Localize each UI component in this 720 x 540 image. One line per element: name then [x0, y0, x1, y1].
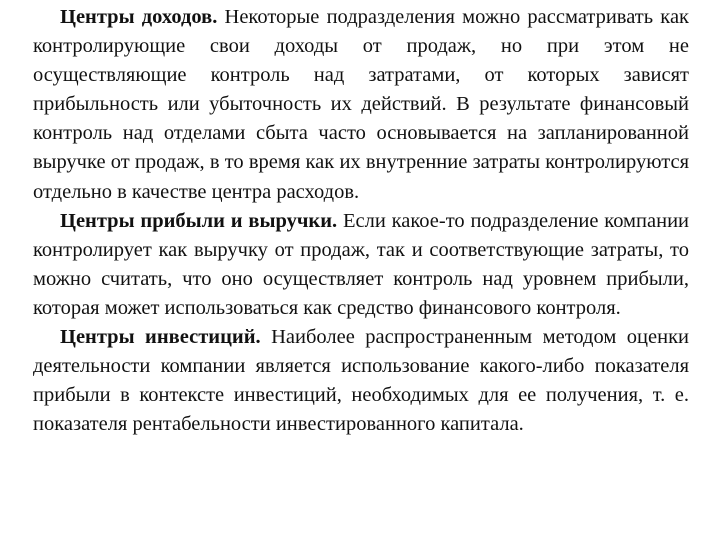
- paragraph-text: Некоторые подразделения можно рассматривать как контролирующие свои доходы от продаж, но при этом не осуществляющие контроль над затратами, от которых зависят прибыльность или убыточность их действий. В результате финансовый контроль над отделами сбыта часто основывается на запланированной выручке от продаж, в то время как их внутренние затраты контролируются отдельно в качестве центра расходов.: [33, 6, 689, 203]
- term-revenue-centers: Центры доходов.: [60, 6, 218, 28]
- term-investment-centers: Центры инвестиций.: [60, 326, 261, 349]
- paragraph-text: Если какое-то подразделение компании контролирует как выручку от продаж, так и соответствующие затраты, то можно считать, что оно осуществляет контроль над уровнем прибыли, которая может использоваться как средство финансового контроля.: [33, 209, 690, 319]
- document-page: [33, 3, 689, 439]
- paragraph-profit-centers: [33, 207, 689, 323]
- paragraph-text: Наиболее распространенным методом оценки деятельности компании является использование какого-либо показателя прибыли в контексте инвестиций, необходимых для ее получения, т. е. показателя рентабельности инвестированного капитала.: [33, 326, 689, 436]
- paragraph-investment-centers: [33, 323, 689, 439]
- paragraph-revenue-centers: [33, 3, 689, 207]
- term-profit-centers: Центры прибыли и выручки.: [60, 209, 338, 232]
